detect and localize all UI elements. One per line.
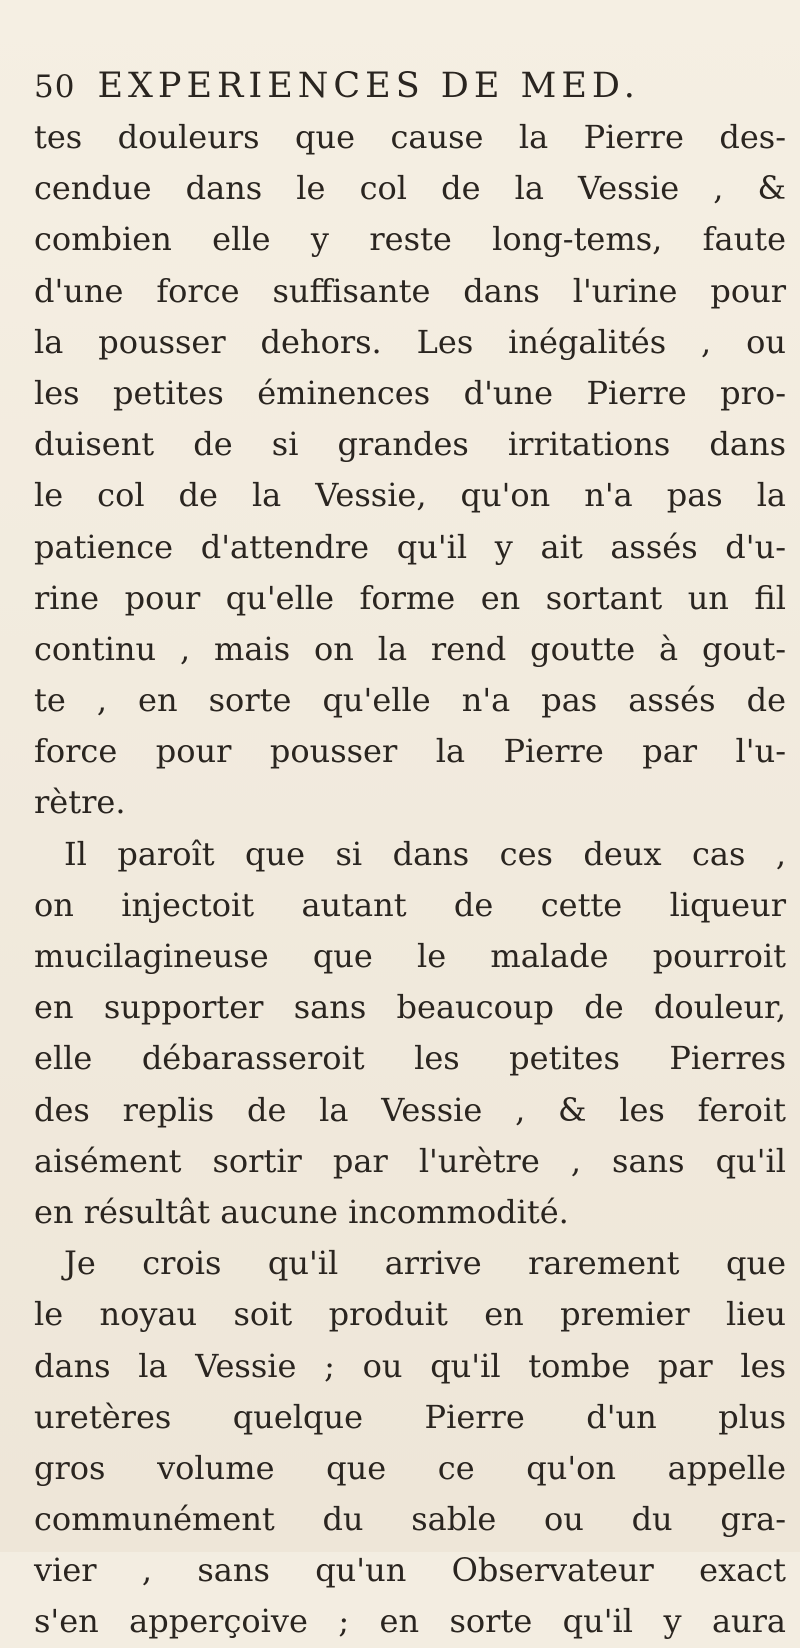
text-line: gros volume que ce qu'on appelle [34,1448,786,1487]
text-line: combien elle y reste long-tems, faute [34,220,786,259]
text-line: mucilagineuse que le malade pourroit [34,937,786,975]
text-line: uretères quelque Pierre d'un plus [34,1397,786,1436]
text-line: patience d'attendre qu'il y ait assés d'u- [34,527,786,566]
text-line: rètre. [34,783,126,822]
text-line: force pour pousser la Pierre par l'u- [34,732,786,771]
text-line: le noyau soit produit en premier lieu [34,1295,786,1334]
text-line: le col de la Vessie, qu'on n'a pas la [34,476,786,515]
text-line: dans la Vessie ; ou qu'il tombe par les [34,1346,786,1385]
text-line: la pousser dehors. Les inégalités , ou [34,322,786,361]
text-line: aisément sortir par l'urètre , sans qu'il [34,1141,786,1180]
text-line: en résultât aucune incommodité. [34,1192,569,1231]
page-header [34,66,770,116]
text-line: s'en apperçoive ; en sorte qu'il y aura [34,1602,786,1641]
text-line: duisent de si grandes irritations dans [34,425,786,464]
text-line: d'une force suffisante dans l'urine pour [34,271,786,310]
text-line: continu , mais on la rend goutte à gout- [34,629,786,668]
text-line: cendue dans le col de la Vessie , & [34,169,786,208]
text-line: elle débarasseroit les petites Pierres [34,1039,786,1078]
paragraph-2 [34,829,786,1239]
text-line: on injectoit autant de cette liqueur [34,885,786,924]
text-line: te , en sorte qu'elle n'a pas assés de [34,681,786,720]
text-line: en supporter sans beaucoup de douleur, [34,988,786,1027]
text-line: Je crois qu'il arrive rarement que [64,1244,786,1283]
running-head: EXPERIENCES DE MED. [97,66,640,106]
text-line: vier , sans qu'un Observateur exact [34,1551,786,1590]
body-text [34,112,786,1648]
paragraph-3 [34,1238,786,1648]
text-line: Il paroît que si dans ces deux cas , [64,834,786,873]
text-line: communément du sable ou du gra- [34,1500,786,1539]
text-line: rine pour qu'elle forme en sortant un fil [34,578,786,617]
paragraph-1 [34,112,786,829]
text-line: des replis de la Vessie , & les feroit [34,1090,786,1129]
text-line: les petites éminences d'une Pierre pro- [34,373,786,412]
text-line: tes douleurs que cause la Pierre des- [34,118,786,156]
page-number: 50 [34,69,76,105]
